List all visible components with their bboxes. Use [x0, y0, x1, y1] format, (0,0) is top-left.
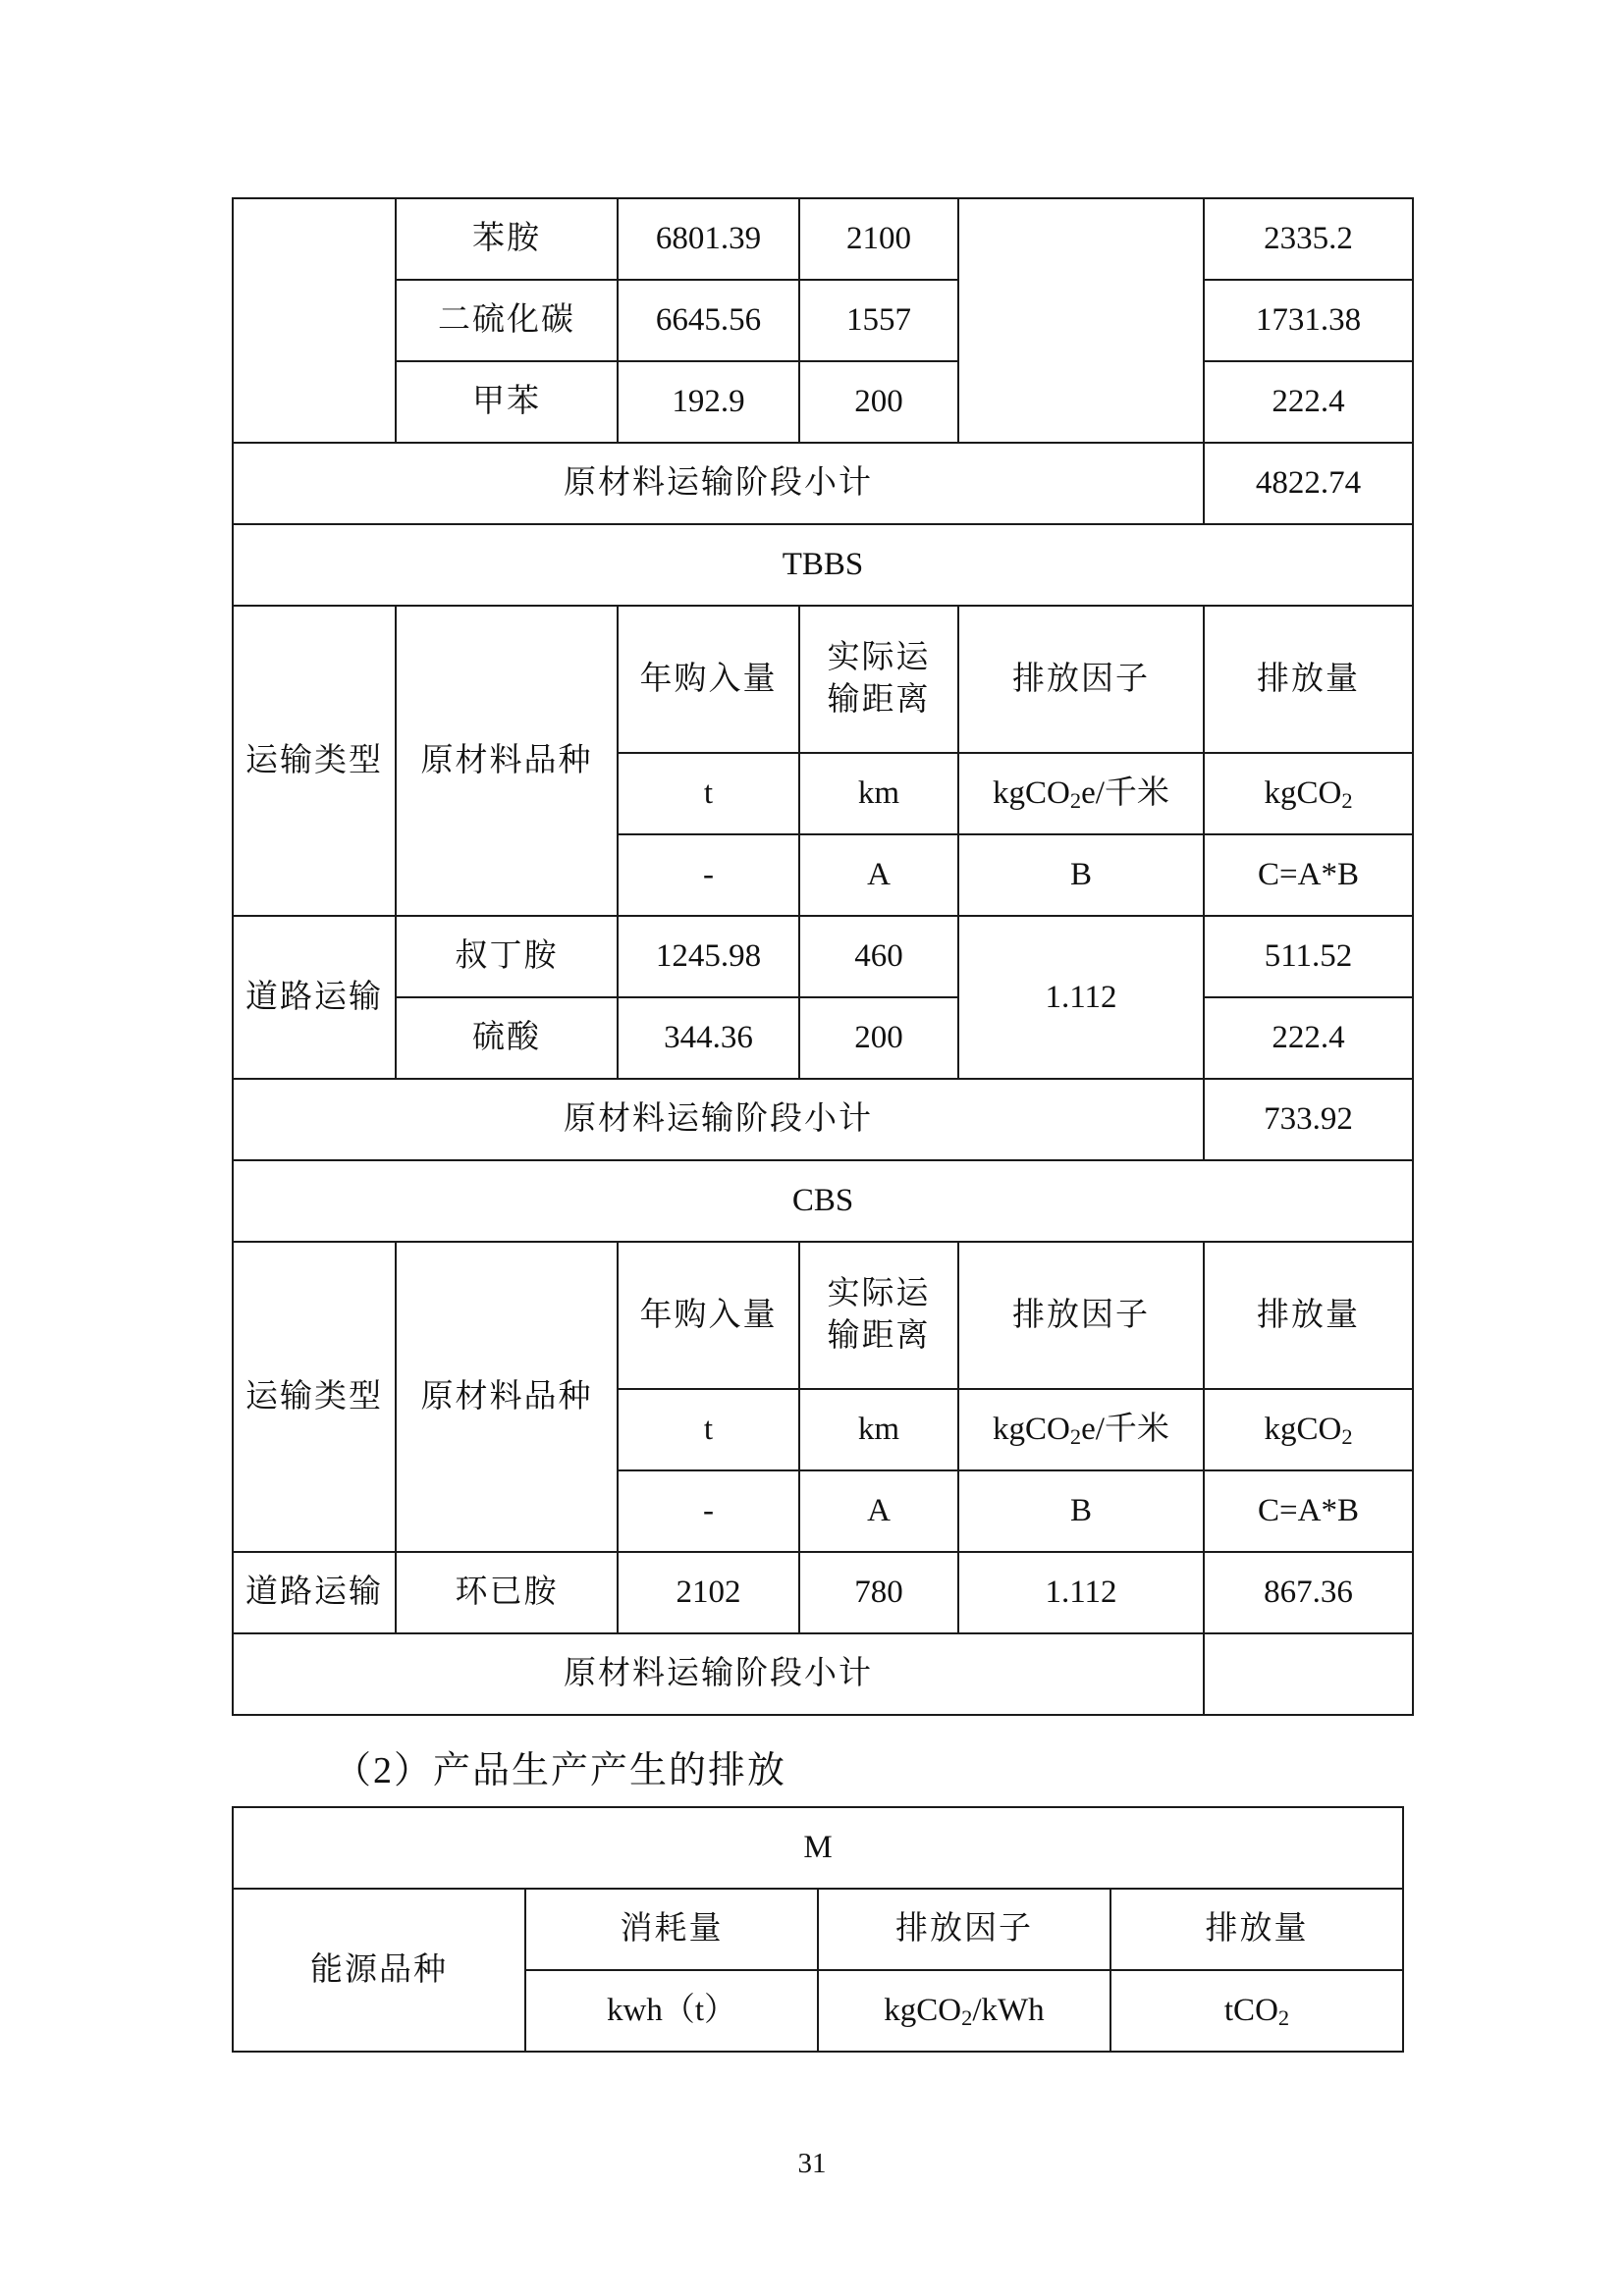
header-transport-type: 运输类型 [233, 606, 396, 916]
subtotal-label: 原材料运输阶段小计 [233, 443, 1204, 524]
header-factor: 排放因子 [958, 1242, 1204, 1389]
sym-distance: A [799, 834, 958, 916]
purchase-cell: 6801.39 [618, 198, 799, 280]
material-cell: 硫酸 [396, 997, 618, 1079]
header-material-type: 原材料品种 [396, 606, 618, 916]
unit-factor [958, 1389, 1204, 1470]
table-row [233, 280, 1413, 361]
header-distance [799, 1242, 958, 1389]
subtotal-value: 4822.74 [1204, 443, 1413, 524]
distance-cell: 780 [799, 1552, 958, 1633]
material-cell: 叔丁胺 [396, 916, 618, 997]
emission-cell: 1731.38 [1204, 280, 1413, 361]
section-title-row [233, 1807, 1403, 1889]
header-row [233, 1889, 1403, 1970]
transport-type-cell: 道路运输 [233, 916, 396, 1079]
emission-cell: 867.36 [1204, 1552, 1413, 1633]
section-title-tbbs: TBBS [233, 524, 1413, 606]
material-cell: 二硫化碳 [396, 280, 618, 361]
header-energy-type: 能源品种 [233, 1889, 525, 2052]
material-cell: 环已胺 [396, 1552, 618, 1633]
purchase-cell: 2102 [618, 1552, 799, 1633]
subtotal-label: 原材料运输阶段小计 [233, 1633, 1204, 1715]
subtotal-value: 733.92 [1204, 1079, 1413, 1160]
section-title-row [233, 524, 1413, 606]
transport-type-cell: 道路运输 [233, 1552, 396, 1633]
unit-emission-sub: 2 [1341, 787, 1353, 813]
unit-factor-post: /kWh [972, 1993, 1045, 2029]
emission-cell: 2335.2 [1204, 198, 1413, 280]
energy-table-title: M [233, 1807, 1403, 1889]
unit-factor-sub: 2 [961, 2004, 973, 2030]
sym-factor: B [958, 1470, 1204, 1552]
section-title-cbs: CBS [233, 1160, 1413, 1242]
subtotal-value [1204, 1633, 1413, 1715]
unit-emission [1110, 1970, 1403, 2052]
sym-emission: C=A*B [1204, 1470, 1413, 1552]
unit-emission-pre: kgCO [1264, 1412, 1342, 1448]
section-title-row [233, 1160, 1413, 1242]
emission-cell: 511.52 [1204, 916, 1413, 997]
purchase-cell: 192.9 [618, 361, 799, 443]
material-cell: 甲苯 [396, 361, 618, 443]
distance-cell: 2100 [799, 198, 958, 280]
unit-factor-pre: kgCO [993, 1412, 1070, 1448]
unit-factor-post: e/千米 [1081, 1412, 1169, 1448]
distance-cell: 200 [799, 997, 958, 1079]
distance-cell: 1557 [799, 280, 958, 361]
header-distance [799, 606, 958, 753]
unit-factor-sub: 2 [1069, 787, 1082, 813]
table-row [233, 997, 1413, 1079]
header-factor: 排放因子 [958, 606, 1204, 753]
subtotal-row [233, 1633, 1413, 1715]
purchase-cell: 6645.56 [618, 280, 799, 361]
table-row [233, 1552, 1413, 1633]
subtotal-row [233, 1079, 1413, 1160]
header-transport-type: 运输类型 [233, 1242, 396, 1552]
table-row [233, 361, 1413, 443]
section-heading: （2）产品生产产生的排放 [334, 1750, 787, 1791]
header-row [233, 1242, 1413, 1389]
subtotal-row [233, 443, 1413, 524]
unit-factor [958, 753, 1204, 834]
unit-factor [818, 1970, 1110, 2052]
header-purchase: 年购入量 [618, 606, 799, 753]
unit-emission-pre: kgCO [1264, 775, 1342, 812]
unit-emission-pre: tCO [1223, 1993, 1278, 2029]
factor-cell [958, 198, 1204, 443]
header-distance-line1: 实际运 [827, 640, 931, 676]
emission-cell: 222.4 [1204, 997, 1413, 1079]
sym-distance: A [799, 1470, 958, 1552]
table-row [233, 198, 1413, 280]
energy-emission-table [232, 1806, 1404, 2053]
unit-factor-pre: kgCO [993, 775, 1070, 812]
unit-emission [1204, 1389, 1413, 1470]
unit-emission [1204, 753, 1413, 834]
material-cell: 苯胺 [396, 198, 618, 280]
header-distance-line2: 输距离 [827, 682, 931, 718]
header-material-type: 原材料品种 [396, 1242, 618, 1552]
factor-cell: 1.112 [958, 1552, 1204, 1633]
header-consumption: 消耗量 [525, 1889, 818, 1970]
unit-emission-sub: 2 [1341, 1423, 1353, 1449]
sym-emission: C=A*B [1204, 834, 1413, 916]
header-purchase: 年购入量 [618, 1242, 799, 1389]
header-factor: 排放因子 [818, 1889, 1110, 1970]
unit-consumption: kwh（t） [525, 1970, 818, 2052]
sym-purchase: - [618, 1470, 799, 1552]
table-row [233, 916, 1413, 997]
emission-cell: 222.4 [1204, 361, 1413, 443]
raw-material-transport-table [232, 197, 1414, 1716]
unit-purchase: t [618, 1389, 799, 1470]
distance-cell: 460 [799, 916, 958, 997]
sym-purchase: - [618, 834, 799, 916]
sym-factor: B [958, 834, 1204, 916]
unit-distance: km [799, 1389, 958, 1470]
purchase-cell: 1245.98 [618, 916, 799, 997]
unit-factor-pre: kgCO [884, 1993, 962, 2029]
header-emission: 排放量 [1204, 1242, 1413, 1389]
unit-factor-sub: 2 [1069, 1423, 1082, 1449]
header-distance-line1: 实际运 [827, 1276, 931, 1312]
distance-cell: 200 [799, 361, 958, 443]
unit-factor-post: e/千米 [1081, 775, 1169, 812]
purchase-cell: 344.36 [618, 997, 799, 1079]
factor-cell: 1.112 [958, 916, 1204, 1079]
page-number: 31 [797, 2148, 827, 2179]
unit-emission-sub: 2 [1277, 2004, 1290, 2030]
header-emission: 排放量 [1110, 1889, 1403, 1970]
transport-type-cell [233, 198, 396, 443]
unit-purchase: t [618, 753, 799, 834]
header-row [233, 606, 1413, 753]
header-emission: 排放量 [1204, 606, 1413, 753]
unit-distance: km [799, 753, 958, 834]
header-distance-line2: 输距离 [827, 1318, 931, 1354]
subtotal-label: 原材料运输阶段小计 [233, 1079, 1204, 1160]
